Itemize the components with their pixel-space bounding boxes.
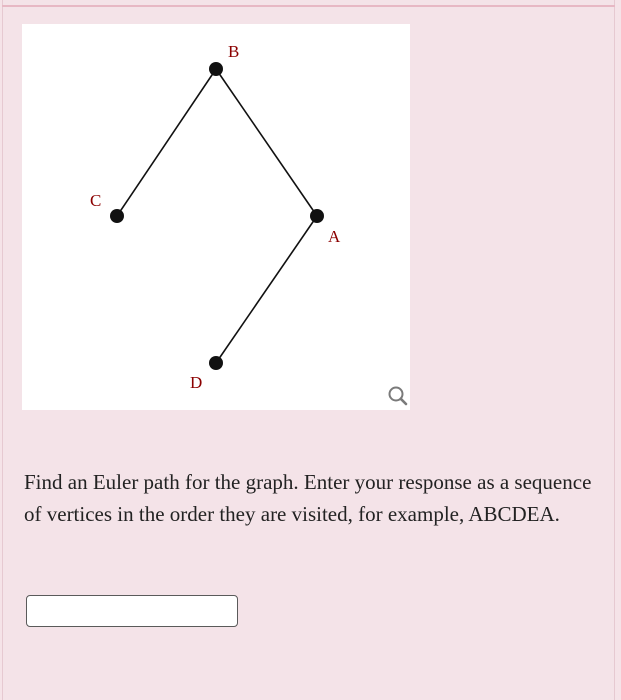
graph-figure <box>22 24 410 410</box>
graph-svg <box>22 24 410 410</box>
vertex-label-d: D <box>190 373 203 392</box>
answer-input[interactable] <box>26 595 238 627</box>
question-text: Find an Euler path for the graph. Enter your response as a sequence of vertices in the order they are visited, for example, ABCDEA. <box>24 470 592 526</box>
vertex-label-b: B <box>228 42 240 61</box>
vertex-a <box>310 209 324 223</box>
magnifier-icon[interactable] <box>386 384 412 410</box>
edge-b-c <box>117 69 216 216</box>
vertex-c <box>110 209 124 223</box>
vertex-label-c: C <box>90 191 102 210</box>
edge-b-a <box>216 69 317 216</box>
edge-a-d <box>216 216 317 363</box>
vertex-d <box>209 356 223 370</box>
vertex-b <box>209 62 223 76</box>
top-divider <box>2 5 615 7</box>
vertex-label-a: A <box>328 227 341 246</box>
